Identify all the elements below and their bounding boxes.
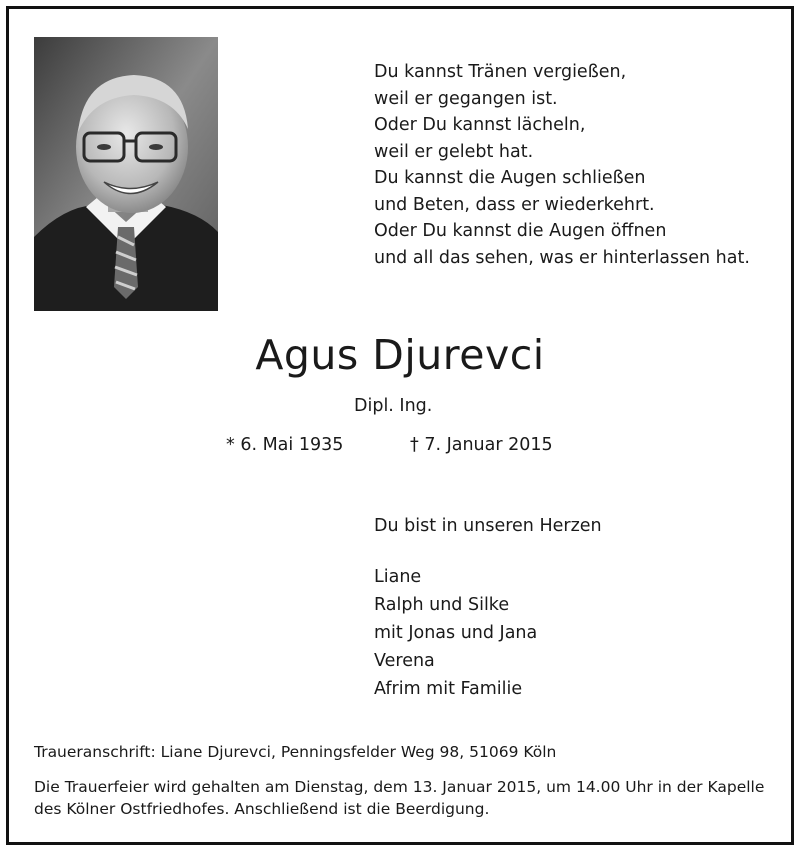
memorial-message: Du bist in unseren Herzen [374, 516, 602, 536]
deceased-title: Dipl. Ing. [354, 396, 433, 416]
funeral-service-info: Die Trauerfeier wird gehalten am Dienstag, dem 13. Januar 2015, um 14.00 Uhr in der Kapelle des Kölner Ostfriedhofes. Anschließend ist die Beerdigung. [34, 778, 765, 818]
signers-list [374, 563, 537, 703]
signer: Liane [374, 567, 422, 587]
poem-line: Oder Du kannst die Augen öffnen [374, 221, 667, 241]
signer: Ralph und Silke [374, 595, 510, 615]
poem-line: und all das sehen, was er hinterlassen hat. [374, 247, 750, 268]
signer: mit Jonas und Jana [374, 623, 538, 643]
obituary-frame [6, 6, 794, 845]
poem-line: weil er gelebt hat. [374, 141, 534, 162]
poem-line: weil er gegangen ist. [374, 88, 558, 109]
birth-date: * 6. Mai 1935 [226, 435, 344, 455]
signer: Afrim mit Familie [374, 679, 523, 699]
deceased-name: Agus Djurevci [255, 331, 545, 379]
portrait-photo [34, 37, 218, 311]
death-date: † 7. Januar 2015 [410, 435, 553, 455]
poem [374, 59, 750, 271]
signer: Verena [374, 651, 435, 671]
poem-line: Oder Du kannst lächeln, [374, 115, 586, 135]
poem-line: Du kannst die Augen schließen [374, 168, 646, 188]
mourning-address: Traueranschrift: Liane Djurevci, Penningsfelder Weg 98, 51069 Köln [34, 743, 557, 761]
poem-line: und Beten, dass er wiederkehrt. [374, 194, 655, 215]
poem-line: Du kannst Tränen vergießen, [374, 62, 627, 82]
